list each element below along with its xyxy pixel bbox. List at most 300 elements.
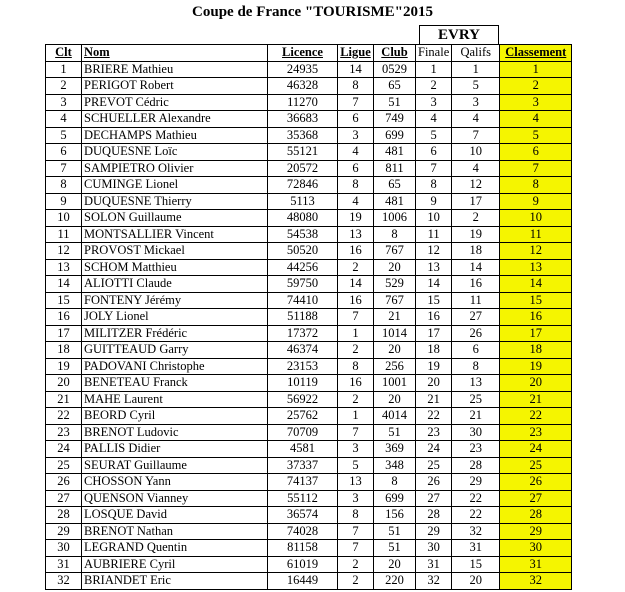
cell-classement: 6 bbox=[500, 144, 572, 161]
cell-qalifs: 11 bbox=[452, 292, 500, 309]
cell-qalifs: 17 bbox=[452, 193, 500, 210]
cell-clt: 3 bbox=[46, 94, 82, 111]
col-header-finale: Finale bbox=[416, 45, 452, 62]
table-row bbox=[46, 424, 572, 441]
page-title: Coupe de France "TOURISME"2015 bbox=[192, 4, 433, 20]
table-row bbox=[46, 177, 572, 194]
cell-licence: 24935 bbox=[268, 61, 338, 78]
cell-nom: PADOVANI Christophe bbox=[82, 358, 268, 375]
cell-licence: 59750 bbox=[268, 276, 338, 293]
table-row bbox=[46, 259, 572, 276]
cell-licence: 81158 bbox=[268, 540, 338, 557]
cell-nom: AUBRIERE Cyril bbox=[82, 556, 268, 573]
cell-finale: 14 bbox=[416, 276, 452, 293]
cell-nom: SOLON Guillaume bbox=[82, 210, 268, 227]
cell-classement: 26 bbox=[500, 474, 572, 491]
cell-finale: 6 bbox=[416, 144, 452, 161]
table-row bbox=[46, 507, 572, 524]
cell-finale: 25 bbox=[416, 457, 452, 474]
table-row bbox=[46, 523, 572, 540]
header-row bbox=[46, 45, 572, 62]
cell-classement: 12 bbox=[500, 243, 572, 260]
cell-qalifs: 4 bbox=[452, 111, 500, 128]
cell-club: 8 bbox=[374, 474, 416, 491]
cell-ligue: 14 bbox=[338, 61, 374, 78]
table-row bbox=[46, 474, 572, 491]
cell-qalifs: 3 bbox=[452, 94, 500, 111]
col-header-nom: Nom bbox=[82, 45, 268, 62]
table-row bbox=[46, 78, 572, 95]
cell-classement: 2 bbox=[500, 78, 572, 95]
table-row bbox=[46, 193, 572, 210]
col-header-ligue: Ligue bbox=[338, 45, 374, 62]
cell-finale: 20 bbox=[416, 375, 452, 392]
cell-finale: 26 bbox=[416, 474, 452, 491]
cell-club: 0529 bbox=[374, 61, 416, 78]
table-row bbox=[46, 111, 572, 128]
table-row bbox=[46, 408, 572, 425]
cell-classement: 28 bbox=[500, 507, 572, 524]
table-row bbox=[46, 342, 572, 359]
table-row bbox=[46, 144, 572, 161]
cell-finale: 21 bbox=[416, 391, 452, 408]
cell-club: 699 bbox=[374, 490, 416, 507]
cell-classement: 31 bbox=[500, 556, 572, 573]
col-header-licence: Licence bbox=[268, 45, 338, 62]
col-header-clt: Clt bbox=[46, 45, 82, 62]
cell-licence: 74028 bbox=[268, 523, 338, 540]
cell-clt: 16 bbox=[46, 309, 82, 326]
cell-qalifs: 4 bbox=[452, 160, 500, 177]
cell-ligue: 1 bbox=[338, 325, 374, 342]
cell-finale: 12 bbox=[416, 243, 452, 260]
table-row bbox=[46, 160, 572, 177]
cell-finale: 8 bbox=[416, 177, 452, 194]
cell-club: 8 bbox=[374, 226, 416, 243]
cell-club: 4014 bbox=[374, 408, 416, 425]
cell-finale: 15 bbox=[416, 292, 452, 309]
table-row bbox=[46, 210, 572, 227]
cell-classement: 13 bbox=[500, 259, 572, 276]
cell-licence: 20572 bbox=[268, 160, 338, 177]
cell-nom: BRENOT Nathan bbox=[82, 523, 268, 540]
table-row bbox=[46, 276, 572, 293]
cell-licence: 36683 bbox=[268, 111, 338, 128]
cell-finale: 7 bbox=[416, 160, 452, 177]
table-row bbox=[46, 127, 572, 144]
cell-nom: PALLIS Didier bbox=[82, 441, 268, 458]
cell-club: 220 bbox=[374, 573, 416, 590]
table-row bbox=[46, 573, 572, 590]
cell-club: 767 bbox=[374, 292, 416, 309]
cell-club: 348 bbox=[374, 457, 416, 474]
cell-clt: 12 bbox=[46, 243, 82, 260]
cell-licence: 16449 bbox=[268, 573, 338, 590]
cell-finale: 10 bbox=[416, 210, 452, 227]
cell-qalifs: 25 bbox=[452, 391, 500, 408]
cell-ligue: 16 bbox=[338, 375, 374, 392]
cell-classement: 15 bbox=[500, 292, 572, 309]
cell-club: 51 bbox=[374, 540, 416, 557]
col-header-classement: Classement bbox=[500, 45, 572, 62]
col-header-qalifs: Qalifs bbox=[452, 45, 500, 62]
cell-clt: 24 bbox=[46, 441, 82, 458]
cell-clt: 17 bbox=[46, 325, 82, 342]
cell-classement: 27 bbox=[500, 490, 572, 507]
cell-ligue: 7 bbox=[338, 424, 374, 441]
cell-qalifs: 22 bbox=[452, 507, 500, 524]
table-row bbox=[46, 325, 572, 342]
cell-nom: SAMPIETRO Olivier bbox=[82, 160, 268, 177]
cell-finale: 3 bbox=[416, 94, 452, 111]
cell-finale: 4 bbox=[416, 111, 452, 128]
cell-clt: 32 bbox=[46, 573, 82, 590]
cell-clt: 7 bbox=[46, 160, 82, 177]
cell-licence: 56922 bbox=[268, 391, 338, 408]
cell-licence: 55112 bbox=[268, 490, 338, 507]
cell-ligue: 2 bbox=[338, 259, 374, 276]
cell-ligue: 8 bbox=[338, 358, 374, 375]
cell-classement: 24 bbox=[500, 441, 572, 458]
cell-club: 20 bbox=[374, 342, 416, 359]
cell-nom: BRIERE Mathieu bbox=[82, 61, 268, 78]
cell-clt: 26 bbox=[46, 474, 82, 491]
table-row bbox=[46, 94, 572, 111]
cell-qalifs: 18 bbox=[452, 243, 500, 260]
cell-qalifs: 29 bbox=[452, 474, 500, 491]
cell-club: 20 bbox=[374, 259, 416, 276]
cell-ligue: 4 bbox=[338, 144, 374, 161]
cell-clt: 8 bbox=[46, 177, 82, 194]
cell-finale: 32 bbox=[416, 573, 452, 590]
cell-classement: 32 bbox=[500, 573, 572, 590]
cell-ligue: 3 bbox=[338, 127, 374, 144]
cell-nom: BEORD Cyril bbox=[82, 408, 268, 425]
cell-licence: 74410 bbox=[268, 292, 338, 309]
cell-licence: 17372 bbox=[268, 325, 338, 342]
cell-club: 481 bbox=[374, 144, 416, 161]
cell-nom: LEGRAND Quentin bbox=[82, 540, 268, 557]
cell-finale: 11 bbox=[416, 226, 452, 243]
cell-club: 529 bbox=[374, 276, 416, 293]
table-row bbox=[46, 375, 572, 392]
cell-nom: SCHOM Matthieu bbox=[82, 259, 268, 276]
table-row bbox=[46, 457, 572, 474]
cell-ligue: 13 bbox=[338, 474, 374, 491]
cell-qalifs: 31 bbox=[452, 540, 500, 557]
cell-classement: 30 bbox=[500, 540, 572, 557]
cell-ligue: 16 bbox=[338, 292, 374, 309]
cell-nom: GUITTEAUD Garry bbox=[82, 342, 268, 359]
cell-club: 699 bbox=[374, 127, 416, 144]
cell-classement: 21 bbox=[500, 391, 572, 408]
cell-nom: PREVOT Cédric bbox=[82, 94, 268, 111]
cell-clt: 5 bbox=[46, 127, 82, 144]
cell-ligue: 2 bbox=[338, 391, 374, 408]
cell-clt: 31 bbox=[46, 556, 82, 573]
cell-club: 51 bbox=[374, 523, 416, 540]
cell-club: 20 bbox=[374, 391, 416, 408]
cell-finale: 31 bbox=[416, 556, 452, 573]
cell-licence: 46328 bbox=[268, 78, 338, 95]
cell-classement: 4 bbox=[500, 111, 572, 128]
cell-classement: 8 bbox=[500, 177, 572, 194]
cell-club: 369 bbox=[374, 441, 416, 458]
cell-qalifs: 19 bbox=[452, 226, 500, 243]
cell-ligue: 8 bbox=[338, 78, 374, 95]
cell-finale: 23 bbox=[416, 424, 452, 441]
cell-finale: 5 bbox=[416, 127, 452, 144]
cell-classement: 25 bbox=[500, 457, 572, 474]
cell-finale: 17 bbox=[416, 325, 452, 342]
cell-classement: 17 bbox=[500, 325, 572, 342]
table-row bbox=[46, 391, 572, 408]
cell-classement: 9 bbox=[500, 193, 572, 210]
cell-club: 1014 bbox=[374, 325, 416, 342]
cell-clt: 23 bbox=[46, 424, 82, 441]
cell-club: 51 bbox=[374, 424, 416, 441]
cell-licence: 55121 bbox=[268, 144, 338, 161]
cell-classement: 7 bbox=[500, 160, 572, 177]
cell-club: 767 bbox=[374, 243, 416, 260]
cell-licence: 70709 bbox=[268, 424, 338, 441]
group-header-evry: EVRY bbox=[419, 25, 499, 44]
cell-qalifs: 23 bbox=[452, 441, 500, 458]
cell-qalifs: 30 bbox=[452, 424, 500, 441]
cell-licence: 51188 bbox=[268, 309, 338, 326]
ranking-table bbox=[45, 44, 572, 590]
cell-qalifs: 16 bbox=[452, 276, 500, 293]
cell-classement: 22 bbox=[500, 408, 572, 425]
cell-finale: 22 bbox=[416, 408, 452, 425]
cell-ligue: 13 bbox=[338, 226, 374, 243]
cell-licence: 74137 bbox=[268, 474, 338, 491]
cell-nom: DUQUESNE Loïc bbox=[82, 144, 268, 161]
cell-qalifs: 21 bbox=[452, 408, 500, 425]
cell-clt: 19 bbox=[46, 358, 82, 375]
cell-licence: 5113 bbox=[268, 193, 338, 210]
cell-qalifs: 26 bbox=[452, 325, 500, 342]
cell-ligue: 2 bbox=[338, 573, 374, 590]
cell-nom: CHOSSON Yann bbox=[82, 474, 268, 491]
cell-clt: 18 bbox=[46, 342, 82, 359]
cell-nom: PROVOST Mickael bbox=[82, 243, 268, 260]
cell-club: 65 bbox=[374, 177, 416, 194]
cell-finale: 19 bbox=[416, 358, 452, 375]
cell-classement: 3 bbox=[500, 94, 572, 111]
cell-qalifs: 28 bbox=[452, 457, 500, 474]
table-row bbox=[46, 243, 572, 260]
cell-licence: 72846 bbox=[268, 177, 338, 194]
cell-classement: 1 bbox=[500, 61, 572, 78]
cell-licence: 48080 bbox=[268, 210, 338, 227]
cell-clt: 22 bbox=[46, 408, 82, 425]
cell-classement: 29 bbox=[500, 523, 572, 540]
cell-ligue: 19 bbox=[338, 210, 374, 227]
cell-licence: 11270 bbox=[268, 94, 338, 111]
cell-classement: 10 bbox=[500, 210, 572, 227]
cell-qalifs: 15 bbox=[452, 556, 500, 573]
cell-qalifs: 5 bbox=[452, 78, 500, 95]
cell-finale: 2 bbox=[416, 78, 452, 95]
cell-ligue: 4 bbox=[338, 193, 374, 210]
cell-nom: BRIANDET Eric bbox=[82, 573, 268, 590]
cell-clt: 2 bbox=[46, 78, 82, 95]
table-row bbox=[46, 61, 572, 78]
cell-licence: 44256 bbox=[268, 259, 338, 276]
cell-licence: 50520 bbox=[268, 243, 338, 260]
cell-qalifs: 2 bbox=[452, 210, 500, 227]
cell-clt: 14 bbox=[46, 276, 82, 293]
cell-classement: 5 bbox=[500, 127, 572, 144]
cell-club: 65 bbox=[374, 78, 416, 95]
cell-finale: 9 bbox=[416, 193, 452, 210]
cell-qalifs: 8 bbox=[452, 358, 500, 375]
cell-ligue: 7 bbox=[338, 523, 374, 540]
cell-nom: JOLY Lionel bbox=[82, 309, 268, 326]
cell-licence: 46374 bbox=[268, 342, 338, 359]
cell-finale: 24 bbox=[416, 441, 452, 458]
cell-clt: 27 bbox=[46, 490, 82, 507]
cell-qalifs: 7 bbox=[452, 127, 500, 144]
cell-ligue: 3 bbox=[338, 441, 374, 458]
cell-ligue: 6 bbox=[338, 111, 374, 128]
cell-finale: 1 bbox=[416, 61, 452, 78]
table-row bbox=[46, 540, 572, 557]
cell-qalifs: 13 bbox=[452, 375, 500, 392]
cell-qalifs: 27 bbox=[452, 309, 500, 326]
cell-nom: MAHE Laurent bbox=[82, 391, 268, 408]
cell-ligue: 1 bbox=[338, 408, 374, 425]
cell-club: 256 bbox=[374, 358, 416, 375]
cell-ligue: 7 bbox=[338, 94, 374, 111]
cell-nom: PERIGOT Robert bbox=[82, 78, 268, 95]
table-row bbox=[46, 490, 572, 507]
cell-qalifs: 22 bbox=[452, 490, 500, 507]
cell-qalifs: 1 bbox=[452, 61, 500, 78]
cell-nom: BRENOT Ludovic bbox=[82, 424, 268, 441]
cell-clt: 30 bbox=[46, 540, 82, 557]
cell-finale: 16 bbox=[416, 309, 452, 326]
cell-club: 749 bbox=[374, 111, 416, 128]
cell-clt: 9 bbox=[46, 193, 82, 210]
cell-finale: 27 bbox=[416, 490, 452, 507]
cell-ligue: 2 bbox=[338, 342, 374, 359]
cell-clt: 20 bbox=[46, 375, 82, 392]
cell-club: 481 bbox=[374, 193, 416, 210]
cell-licence: 61019 bbox=[268, 556, 338, 573]
cell-ligue: 3 bbox=[338, 490, 374, 507]
cell-clt: 4 bbox=[46, 111, 82, 128]
cell-classement: 18 bbox=[500, 342, 572, 359]
cell-licence: 35368 bbox=[268, 127, 338, 144]
table-row bbox=[46, 292, 572, 309]
cell-nom: BENETEAU Franck bbox=[82, 375, 268, 392]
cell-clt: 6 bbox=[46, 144, 82, 161]
cell-club: 1001 bbox=[374, 375, 416, 392]
cell-club: 51 bbox=[374, 94, 416, 111]
cell-finale: 18 bbox=[416, 342, 452, 359]
cell-clt: 10 bbox=[46, 210, 82, 227]
cell-finale: 29 bbox=[416, 523, 452, 540]
cell-classement: 23 bbox=[500, 424, 572, 441]
cell-ligue: 6 bbox=[338, 160, 374, 177]
cell-ligue: 14 bbox=[338, 276, 374, 293]
cell-licence: 10119 bbox=[268, 375, 338, 392]
cell-clt: 21 bbox=[46, 391, 82, 408]
cell-clt: 25 bbox=[46, 457, 82, 474]
cell-qalifs: 32 bbox=[452, 523, 500, 540]
cell-clt: 13 bbox=[46, 259, 82, 276]
cell-clt: 11 bbox=[46, 226, 82, 243]
cell-clt: 29 bbox=[46, 523, 82, 540]
cell-club: 1006 bbox=[374, 210, 416, 227]
cell-licence: 54538 bbox=[268, 226, 338, 243]
table-row bbox=[46, 441, 572, 458]
cell-qalifs: 20 bbox=[452, 573, 500, 590]
cell-classement: 11 bbox=[500, 226, 572, 243]
cell-nom: SEURAT Guillaume bbox=[82, 457, 268, 474]
cell-clt: 1 bbox=[46, 61, 82, 78]
cell-classement: 19 bbox=[500, 358, 572, 375]
cell-nom: MONTSALLIER Vincent bbox=[82, 226, 268, 243]
cell-club: 156 bbox=[374, 507, 416, 524]
table-row bbox=[46, 226, 572, 243]
cell-ligue: 7 bbox=[338, 540, 374, 557]
cell-nom: CUMINGE Lionel bbox=[82, 177, 268, 194]
cell-licence: 4581 bbox=[268, 441, 338, 458]
cell-nom: SCHUELLER Alexandre bbox=[82, 111, 268, 128]
cell-ligue: 16 bbox=[338, 243, 374, 260]
cell-club: 21 bbox=[374, 309, 416, 326]
table-row bbox=[46, 358, 572, 375]
cell-classement: 14 bbox=[500, 276, 572, 293]
cell-clt: 28 bbox=[46, 507, 82, 524]
cell-finale: 30 bbox=[416, 540, 452, 557]
cell-nom: MILITZER Frédéric bbox=[82, 325, 268, 342]
table-row bbox=[46, 309, 572, 326]
cell-nom: QUENSON Vianney bbox=[82, 490, 268, 507]
cell-licence: 23153 bbox=[268, 358, 338, 375]
cell-ligue: 8 bbox=[338, 177, 374, 194]
cell-finale: 13 bbox=[416, 259, 452, 276]
cell-clt: 15 bbox=[46, 292, 82, 309]
cell-qalifs: 12 bbox=[452, 177, 500, 194]
cell-ligue: 5 bbox=[338, 457, 374, 474]
cell-finale: 28 bbox=[416, 507, 452, 524]
cell-licence: 36574 bbox=[268, 507, 338, 524]
cell-ligue: 2 bbox=[338, 556, 374, 573]
cell-classement: 16 bbox=[500, 309, 572, 326]
cell-licence: 25762 bbox=[268, 408, 338, 425]
cell-nom: LOSQUE David bbox=[82, 507, 268, 524]
cell-club: 811 bbox=[374, 160, 416, 177]
cell-nom: DECHAMPS Mathieu bbox=[82, 127, 268, 144]
cell-classement: 20 bbox=[500, 375, 572, 392]
cell-qalifs: 6 bbox=[452, 342, 500, 359]
table-row bbox=[46, 556, 572, 573]
cell-qalifs: 10 bbox=[452, 144, 500, 161]
cell-qalifs: 14 bbox=[452, 259, 500, 276]
cell-club: 20 bbox=[374, 556, 416, 573]
cell-licence: 37337 bbox=[268, 457, 338, 474]
cell-ligue: 8 bbox=[338, 507, 374, 524]
cell-nom: ALIOTTI Claude bbox=[82, 276, 268, 293]
col-header-club: Club bbox=[374, 45, 416, 62]
cell-nom: FONTENY Jérémy bbox=[82, 292, 268, 309]
cell-nom: DUQUESNE Thierry bbox=[82, 193, 268, 210]
cell-ligue: 7 bbox=[338, 309, 374, 326]
